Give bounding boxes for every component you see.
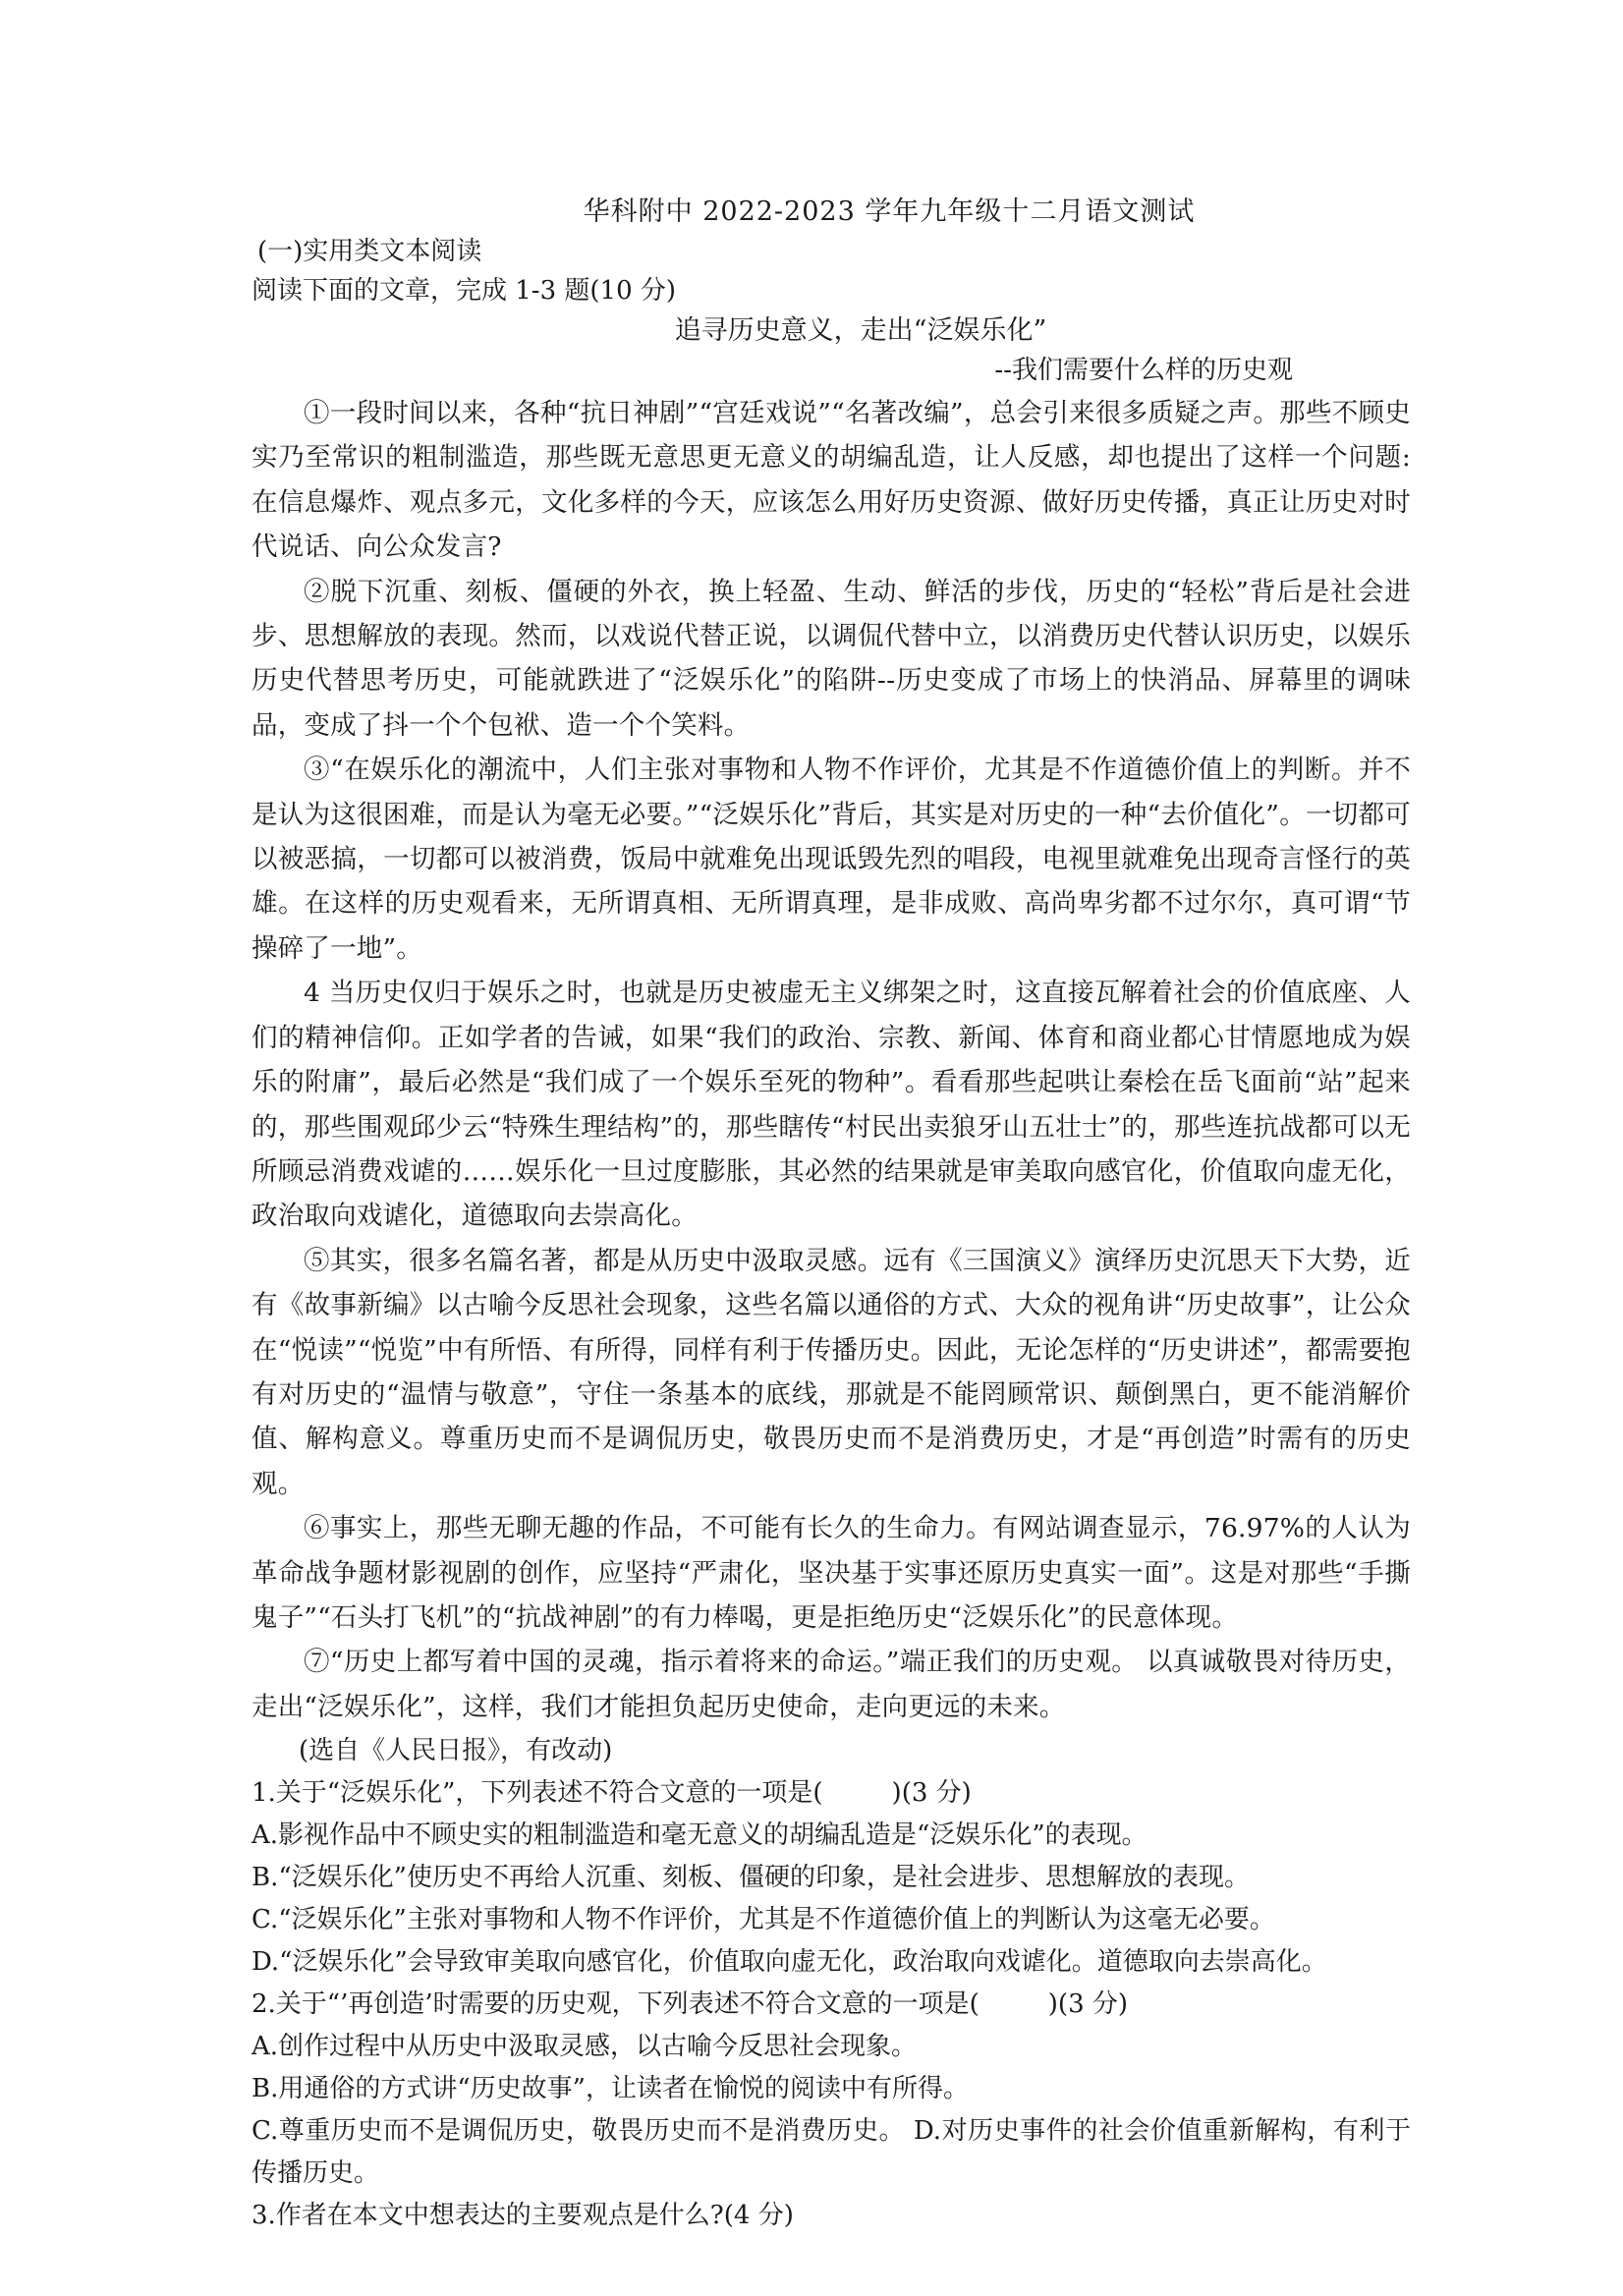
article-paragraph-5: ⑤其实，很多名篇名著，都是从历史中汲取灵感。远有《三国演义》演绎历史沉思天下大势，近有《故事新编》以古喻今反思社会现象，这些名篇以通俗的方式、大众的视角讲“历史故事”，让公众在“悦读”“悦览”中有所悟、有所得，同样有利于传播历史。因此，无论怎样的“历史讲述”，都需要抱有对历史的“温情与敬意”，守住一条基本的底线，那就是不能罔顾常识、颠倒黑白，更不能消解价值、解构意义。尊重历史而不是调侃历史，敬畏历史而不是消费历史，才是“再创造”时需有的历史观。 bbox=[252, 1245, 1411, 1499]
question-2-option-a: A.创作过程中从历史中汲取灵感，以古喻今反思社会现象。 bbox=[252, 2032, 918, 2062]
section-label: (一)实用类文本阅读 bbox=[257, 237, 482, 266]
question-2-stem-text: 2.关于“’再创造’时需要的历史观，下列表述不符合文意的一项是( bbox=[252, 1989, 979, 2020]
question-2-stem bbox=[252, 1984, 1411, 2026]
question-1-option-b: B.“泛娱乐化”使历史不再给人沉重、刻板、僵硬的印象，是社会进步、思想解放的表现。 bbox=[252, 1863, 1250, 1893]
exam-title: 华科附中 2022-2023 学年九年级十二月语文测试 bbox=[583, 196, 1196, 227]
article-paragraph-2: ②脱下沉重、刻板、僵硬的外衣，换上轻盈、生动、鲜活的步伐，历史的“轻松”背后是社会进步、思想解放的表现。然而，以戏说代替正说，以调侃代替中立，以消费历史代替认识历史，以娱乐历史代替思考历史，可能就跌进了“泛娱乐化”的陷阱--历史变成了市场上的快消品、屏幕里的调味品，变成了抖一个个包袱、造一个个笑料。 bbox=[252, 576, 1411, 741]
exam-page bbox=[252, 193, 1411, 2237]
article-paragraph-3: ③“在娱乐化的潮流中，人们主张对事物和人物不作评价，尤其是不作道德价值上的判断。并不是认为这很困难，而是认为毫无必要。”“泛娱乐化”背后，其实是对历史的一种“去价值化”。一切都可以被恶搞，一切都可以被消费，饭局中就难免出现诋毁先烈的唱段，电视里就难免出现奇言怪行的英雄。在这样的历史观看来，无所谓真相、无所谓真理，是非成败、高尚卑劣都不过尔尔，真可谓“节操碎了一地”。 bbox=[252, 755, 1411, 964]
question-1-stem-text: 1.关于“泛娱乐化”，下列表述不符合文意的一项是( bbox=[252, 1778, 823, 1809]
article-paragraph-1: ①一段时间以来，各种“抗日神剧”“宫廷戏说”“名著改编”，总会引来很多质疑之声。那些不顾史实乃至常识的粗制滥造，那些既无意思更无意义的胡编乱造，让人反感，却也提出了这样一个问题:在信息爆炸、观点多元，文化多样的今天，应该怎么用好历史资源、做好历史传播，真正让历史对时代说话、向公众发言? bbox=[252, 398, 1411, 563]
article-paragraph-6: ⑥事实上，那些无聊无趣的作品，不可能有长久的生命力。有网站调查显示，76.97%的人认为革命战争题材影视剧的创作，应坚持“严肃化，坚决基于实事还原历史真实一面”。这是对那些“手撕鬼子”“石头打飞机”的“抗战神剧”的有力棒喝，更是拒绝历史“泛娱乐化”的民意体现。 bbox=[252, 1513, 1411, 1633]
question-3-stem: 3.作者在本文中想表达的主要观点是什么?(4 分) bbox=[252, 2201, 794, 2231]
question-2-option-c-d: C.尊重历史而不是调侃历史，敬畏历史而不是消费历史。 D.对历史事件的社会价值重新解构，有利于传播历史。 bbox=[252, 2116, 1411, 2189]
article-source: (选自《人民日报》，有改动) bbox=[299, 1736, 613, 1766]
question-1-option-c: C.“泛娱乐化”主张对事物和人物不作评价，尤其是不作道德价值上的判断认为这毫无必要。 bbox=[252, 1905, 1275, 1935]
question-2-points: )(3 分) bbox=[1047, 1989, 1129, 2020]
article-paragraph-7: ⑦“历史上都写着中国的灵魂，指示着将来的命运。”端正我们的历史观。 以真诚敬畏对待历史，走出“泛娱乐化”，这样，我们才能担负起历史使命，走向更远的未来。 bbox=[252, 1647, 1411, 1722]
question-1-option-a: A.影视作品中不顾史实的粗制滥造和毫无意义的胡编乱造是“泛娱乐化”的表现。 bbox=[252, 1820, 1147, 1851]
article-paragraph-4: 4 当历史仅归于娱乐之时，也就是历史被虚无主义绑架之时，这直接瓦解着社会的价值底座、人们的精神信仰。正如学者的告诫，如果“我们的政治、宗教、新闻、体育和商业都心甘情愿地成为娱乐的附庸”，最后必然是“我们成了一个娱乐至死的物种”。看看那些起哄让秦桧在岳飞面前“站”起来的，那些围观邱少云“特殊生理结构”的，那些瞎传“村民出卖狼牙山五壮士”的，那些连抗战都可以无所顾忌消费戏谑的……娱乐化一旦过度膨胀，其必然的结果就是审美取向感官化，价值取向虚无化，政治取向戏谑化，道德取向去崇高化。 bbox=[252, 978, 1411, 1232]
question-2-option-b: B.用通俗的方式讲“历史故事”，让读者在愉悦的阅读中有所得。 bbox=[252, 2074, 969, 2104]
reading-instruction: 阅读下面的文章，完成 1-3 题(10 分) bbox=[252, 276, 677, 306]
question-1-points: )(3 分) bbox=[891, 1778, 972, 1809]
question-1-option-d: D.“泛娱乐化”会导致审美取向感官化，价值取向虚无化，政治取向戏谑化。道德取向去崇高化。 bbox=[252, 1947, 1327, 1978]
article-subtitle: --我们需要什么样的历史观 bbox=[994, 356, 1293, 385]
question-1-stem bbox=[252, 1772, 1411, 1815]
article-title: 追寻历史意义，走出“泛娱乐化” bbox=[674, 315, 1047, 346]
